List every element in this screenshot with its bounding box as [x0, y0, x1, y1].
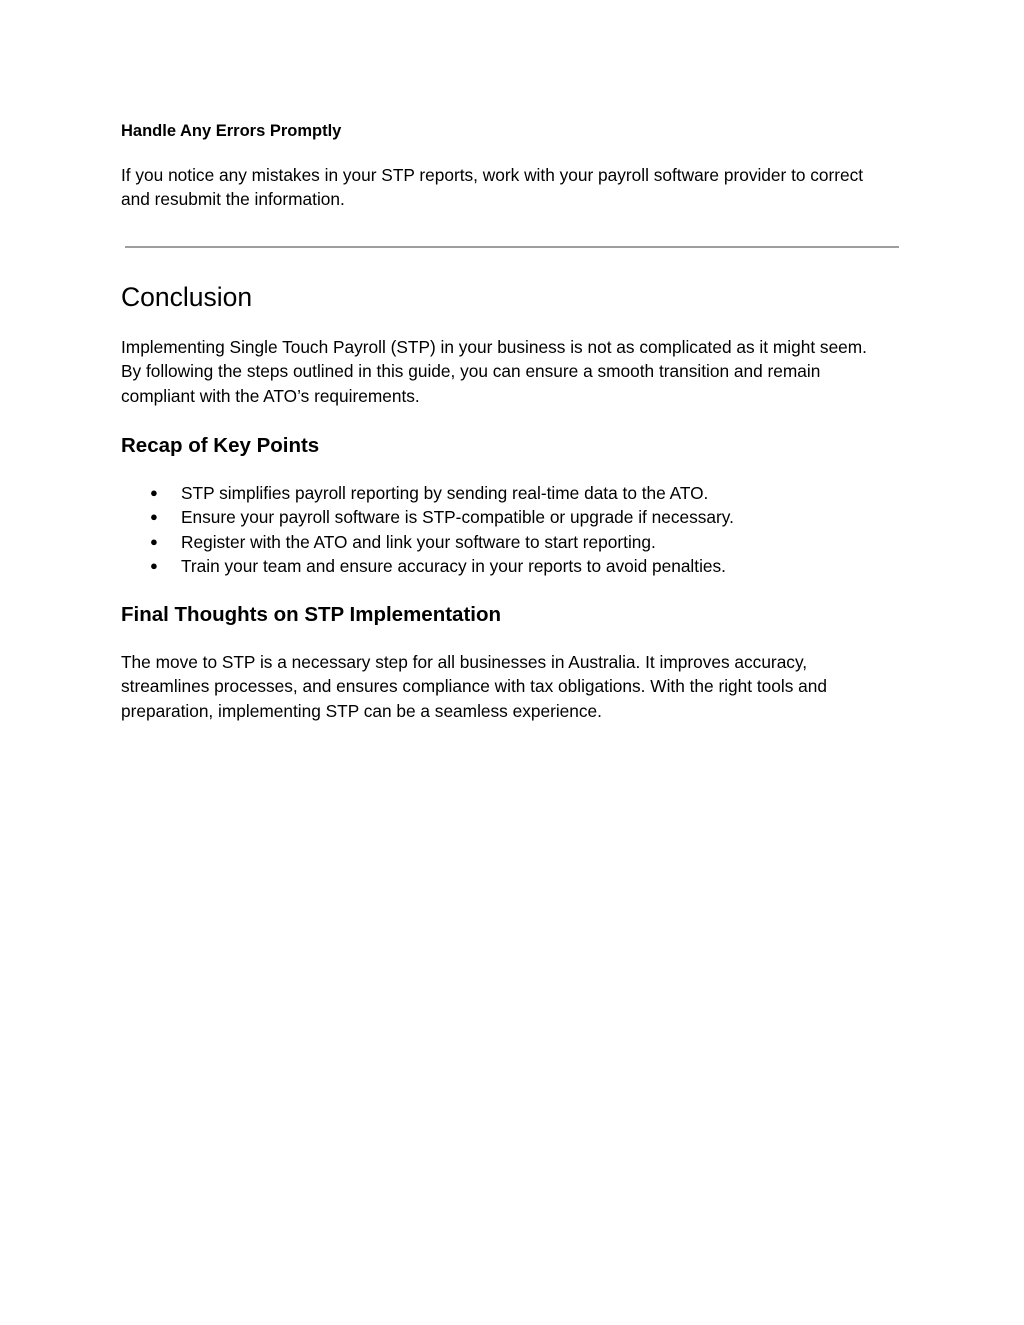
bullet-icon: ●	[150, 557, 158, 573]
horizontal-divider	[125, 246, 899, 248]
conclusion-paragraph: Implementing Single Touch Payroll (STP) in your business is not as complicated as it might seem. By following the steps outlined in this guide, you can ensure a smooth transition and remain compliant with the ATO’s requirements.	[121, 337, 867, 406]
final-thoughts-heading: Final Thoughts on STP Implementation	[121, 603, 502, 626]
list-item-text: Train your team and ensure accuracy in your reports to avoid penalties.	[181, 555, 726, 576]
recap-list	[150, 481, 890, 578]
bullet-icon: ●	[150, 533, 158, 549]
list-item-text: Register with the ATO and link your software to start reporting.	[181, 531, 656, 552]
list-item	[150, 530, 890, 554]
bullet-icon: ●	[150, 509, 158, 525]
list-item	[150, 554, 890, 578]
errors-paragraph: If you notice any mistakes in your STP reports, work with your payroll software provider to correct and resubmit the information.	[121, 165, 864, 210]
final-thoughts-paragraph: The move to STP is a necessary step for all businesses in Australia. It improves accuracy, streamlines processes, and ensures compliance with tax obligations. With the right tools and preparation, implementing STP can be a seamless experience.	[121, 652, 828, 721]
list-item-text: Ensure your payroll software is STP-compatible or upgrade if necessary.	[181, 507, 734, 528]
bullet-icon: ●	[150, 485, 158, 500]
list-item	[150, 481, 890, 505]
list-item-text: STP simplifies payroll reporting by sending real-time data to the ATO.	[181, 483, 709, 503]
recap-heading: Recap of Key Points	[121, 434, 320, 457]
list-item	[150, 505, 890, 529]
conclusion-heading: Conclusion	[121, 282, 253, 312]
errors-heading: Handle Any Errors Promptly	[121, 122, 342, 140]
